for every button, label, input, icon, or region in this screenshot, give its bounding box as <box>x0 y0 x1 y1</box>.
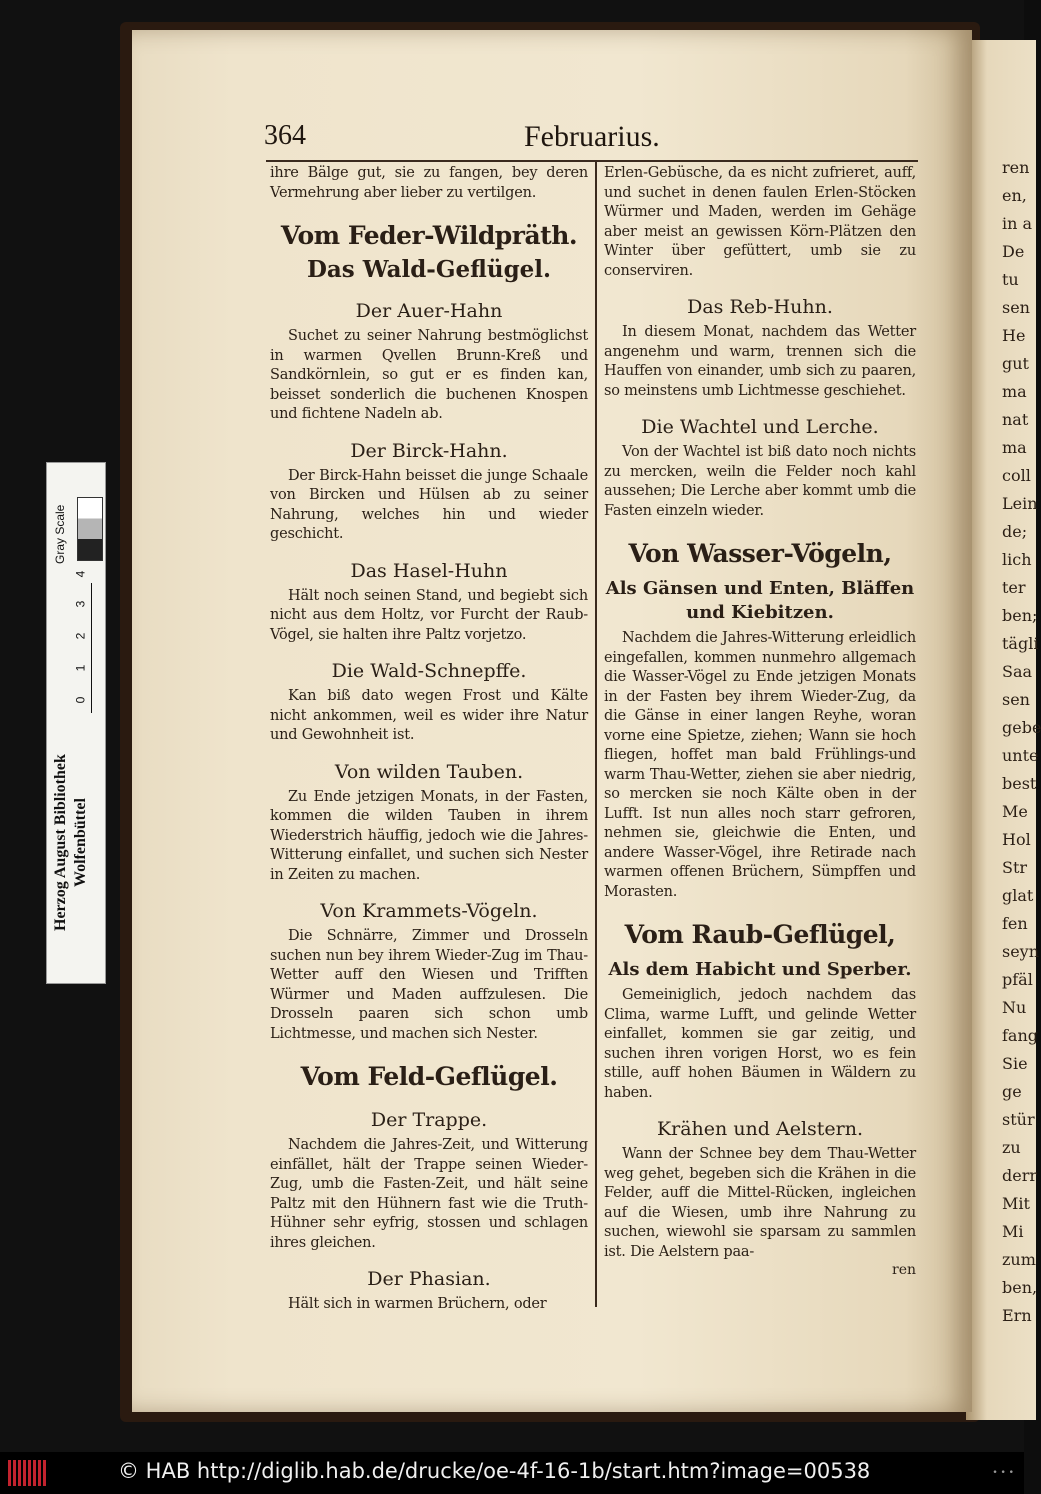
section-heading: Als Gänsen und Enten, Bläffen und Kiebitzen. <box>605 578 915 623</box>
next-page-fragment: Mit <box>1002 1194 1030 1213</box>
ruler-tick: 4 <box>73 570 88 578</box>
next-page-fragment: sen <box>1002 298 1030 317</box>
next-page-fragment: de; <box>1002 522 1028 541</box>
ruler <box>91 583 102 713</box>
footer-bar <box>0 1452 1024 1494</box>
next-page-fragment: fang <box>1002 1026 1039 1045</box>
catchword: ren <box>892 1262 916 1278</box>
section-heading: Als dem Habicht und Sperber. <box>608 959 912 980</box>
page-header <box>264 120 914 156</box>
ruler-tick: 1 <box>73 664 88 672</box>
running-title: Februarius. <box>524 120 660 153</box>
paragraph: Erlen-Gebüsche, da es nicht zufrieret, auff, und suchet in denen faulen Erlen-Stöcken Würmer und Maden, werden im Gehäge aber meist an gewissen Körn-Plätzen den Winter über gefüttert, umb sie zu conserviren. <box>604 165 916 279</box>
section-heading: Das Hasel-Huhn <box>350 559 508 582</box>
ruler-tick: 3 <box>73 600 88 608</box>
next-page-fragment: zum <box>1002 1250 1036 1269</box>
next-page-fragment: Hol <box>1002 830 1031 849</box>
section-heading: Der Auer-Hahn <box>355 300 503 322</box>
next-page-fragment: De <box>1002 242 1025 261</box>
color-target <box>46 462 106 984</box>
library-name: Herzog August Bibliothek <box>52 754 69 932</box>
next-page-fragment: ben; <box>1002 606 1038 625</box>
column-divider <box>595 162 597 1307</box>
library-label <box>51 713 101 973</box>
next-page-fragment: ma <box>1002 438 1027 457</box>
paragraph: Nachdem die Jahres-Zeit, und Witterung einfället, hält der Trappe seinen Wieder-Zug, umb die Fasten-Zeit, und hält seine Paltz mit den Hühnern fast wie die Truth-Hühner sehr eyfrig, stossen und schlagen ihres gleichen. <box>270 1137 588 1251</box>
next-page-fragment: Sie <box>1002 1054 1028 1073</box>
ruler-tick: 2 <box>73 632 88 640</box>
section-heading: Die Wachtel und Lerche. <box>641 416 879 438</box>
section-heading: Von Wasser-Vögeln, <box>628 539 892 568</box>
header-rule <box>266 160 918 162</box>
next-page-fragment: He <box>1002 326 1026 345</box>
next-page-edge <box>966 40 1041 1420</box>
footer-citation-link[interactable]: © HAB http://diglib.hab.de/drucke/oe-4f-16-1b/start.htm?image=00538 <box>118 1459 871 1483</box>
section-heading: Vom Feder-Wildpräth. <box>280 221 578 250</box>
section-heading: Vom Raub-Geflügel, <box>624 920 896 949</box>
paragraph: Die Schnärre, Zimmer und Drosseln suchen nun bey ihrem Wieder-Zug im Thau-Wetter auff den Wiesen und Trifften Würmer und Maden auffzulesen. Die Drosseln paaren sich schon umb Lichtmesse, und machen sich Nester. <box>270 928 588 1042</box>
paragraph: Gemeiniglich, jedoch nachdem das Clima, warme Lufft, und gelinde Wetter einfallet, kommen sie gar zeitig, und suchen ihren vorigen Horst, wo es fein stille, auff hohen Bäumen in Wäldern zu haben. <box>604 987 916 1101</box>
next-page-fragment: unte <box>1002 746 1039 765</box>
next-page-fragment: gebe <box>1002 718 1041 737</box>
next-page-fragment: ma <box>1002 382 1027 401</box>
paragraph: Von der Wachtel ist biß dato noch nichts zu mercken, weiln die Felder noch kahl aussehen; Die Lerche aber kommt umb die Fasten einzeln wieder. <box>604 444 916 519</box>
next-page-fragment: derr <box>1002 1166 1038 1185</box>
next-page-fragment: tu <box>1002 270 1019 289</box>
paragraph: Zu Ende jetzigen Monats, in der Fasten, kommen die wilden Tauben in ihrem Wiederstrich häuffig, jedoch wie die Jahres-Witterung einfallet, und suchen sich Nester in Zeiten zu machen. <box>270 788 588 883</box>
paragraph: Hält sich in warmen Brüchern, oder <box>288 1296 547 1312</box>
section-heading: Der Birck-Hahn. <box>350 439 508 462</box>
next-page-fragment: lich <box>1002 550 1032 569</box>
next-page-fragment: best <box>1002 774 1037 793</box>
hab-logo-icon <box>8 1460 52 1486</box>
page-number: 364 <box>264 120 306 151</box>
paragraph: Kan biß dato wegen Frost und Kälte nicht ankommen, weil es wider ihre Natur und Gewohnheit ist. <box>270 688 588 743</box>
section-heading: Das Wald-Geflügel. <box>306 256 552 283</box>
next-page-fragment: in a <box>1002 214 1033 233</box>
paragraph: In diesem Monat, nachdem das Wetter angenehm und warm, trennen sich die Hauffen von einander, umb sich zu paaren, so meinstens umb Lichtmesse geschiehet. <box>604 324 916 399</box>
next-page-fragment: seyn <box>1002 942 1040 961</box>
paragraph: ihre Bälge gut, sie zu fangen, bey deren Vermehrung aber lieber zu vertilgen. <box>270 165 588 201</box>
next-page-fragment: nat <box>1002 410 1029 429</box>
ruler-tick: 0 <box>73 696 88 704</box>
next-page-fragment: ben, <box>1002 1278 1038 1297</box>
next-page-fragment: en, <box>1002 186 1027 205</box>
library-city: Wolfenbüttel <box>72 798 89 888</box>
next-page-fragment: tägli <box>1002 634 1039 653</box>
section-heading: Der Trappe. <box>370 1109 488 1131</box>
section-heading: Vom Feld-Geflügel. <box>300 1062 558 1091</box>
gray-scale-patches <box>77 497 103 561</box>
next-page-fragment: Mi <box>1002 1222 1024 1241</box>
paragraph: Wann der Schnee bey dem Thau-Wetter weg gehet, begeben sich die Krähen in die Felder, auff die Mittel-Rücken, ingleichen auf die Wiesen, umb ihre Nahrung zu suchen, wiewohl sie sparsam zu sammlen ist. Die Aelstern paa- <box>604 1146 916 1260</box>
next-page-fragment: ter <box>1002 578 1026 597</box>
next-page-fragment: zu <box>1002 1138 1021 1157</box>
section-heading: Der Phasian. <box>367 1268 491 1290</box>
footer-dots-icon: • • • <box>992 1468 1014 1478</box>
next-page-fragment: Saa <box>1002 662 1033 681</box>
next-page-fragment: pfäl <box>1002 970 1033 989</box>
paragraph: Suchet zu seiner Nahrung bestmöglichst in warmen Qvellen Brunn-Kreß und Sandkörnlein, so gut er es finden kan, beisset sonderlich die buchenen Knospen und fichtene Nadeln ab. <box>270 328 588 422</box>
section-heading: Krähen und Aelstern. <box>656 1118 864 1140</box>
paragraph: Hält noch seinen Stand, und begiebt sich nicht aus dem Holtz, vor Furcht der Raub-Vögel, sie halten ihre Paltz vorjetzo. <box>270 587 588 643</box>
next-page-fragment: sen <box>1002 690 1030 709</box>
next-page-fragment: ren <box>1002 158 1030 177</box>
right-column <box>604 164 916 1278</box>
paragraph: Der Birck-Hahn beisset die junge Schaale von Bircken und Hülsen ab zu seiner Nahrung, welches hin und wieder geschicht. <box>270 467 588 542</box>
next-page-fragment: Str <box>1002 858 1028 877</box>
next-page-fragment: gut <box>1002 354 1029 373</box>
next-page-fragment: Ern <box>1002 1306 1032 1325</box>
next-page-fragment: Nu <box>1002 998 1027 1017</box>
next-page-fragment: glat <box>1002 886 1034 905</box>
section-heading: Von Krammets-Vögeln. <box>320 900 538 922</box>
section-heading: Von wilden Tauben. <box>334 760 524 783</box>
next-page-fragment: Lein <box>1002 494 1038 513</box>
next-page-fragment: Me <box>1002 802 1028 821</box>
next-page-fragment: ge <box>1002 1082 1022 1101</box>
next-page-fragment: stür <box>1002 1110 1035 1129</box>
gray-scale-label: Gray Scale <box>53 504 67 564</box>
section-heading: Die Wald-Schnepffe. <box>331 660 527 682</box>
paragraph: Nachdem die Jahres-Witterung erleidlich eingefallen, kommen nunmehro allgemach die Wasser-Vögel zu Ende jetzigen Monats in der Fasten bey ihrem Wieder-Zug, da die Gänse in einer langen Reyhe, woran vorne eine Spietze, ziehen; Wann sie hoch fliegen, hoffet man bald Frühlings-und warm Thau-Wetter, ziehen sie aber niedrig, so mercken sie noch Kälte oben in der Lufft. Ist nun alles noch starr gefroren, nehmen sie, gleichwie die Enten, und andere Wasser-Vögel, ihre Retirade nach warmen offenen Brüchern, Sümpffen und Morasten. <box>604 630 916 900</box>
next-page-fragment: coll <box>1002 466 1031 485</box>
section-heading: Das Reb-Huhn. <box>687 296 833 318</box>
left-column <box>270 164 588 1315</box>
next-page-fragment: fen <box>1002 914 1028 933</box>
